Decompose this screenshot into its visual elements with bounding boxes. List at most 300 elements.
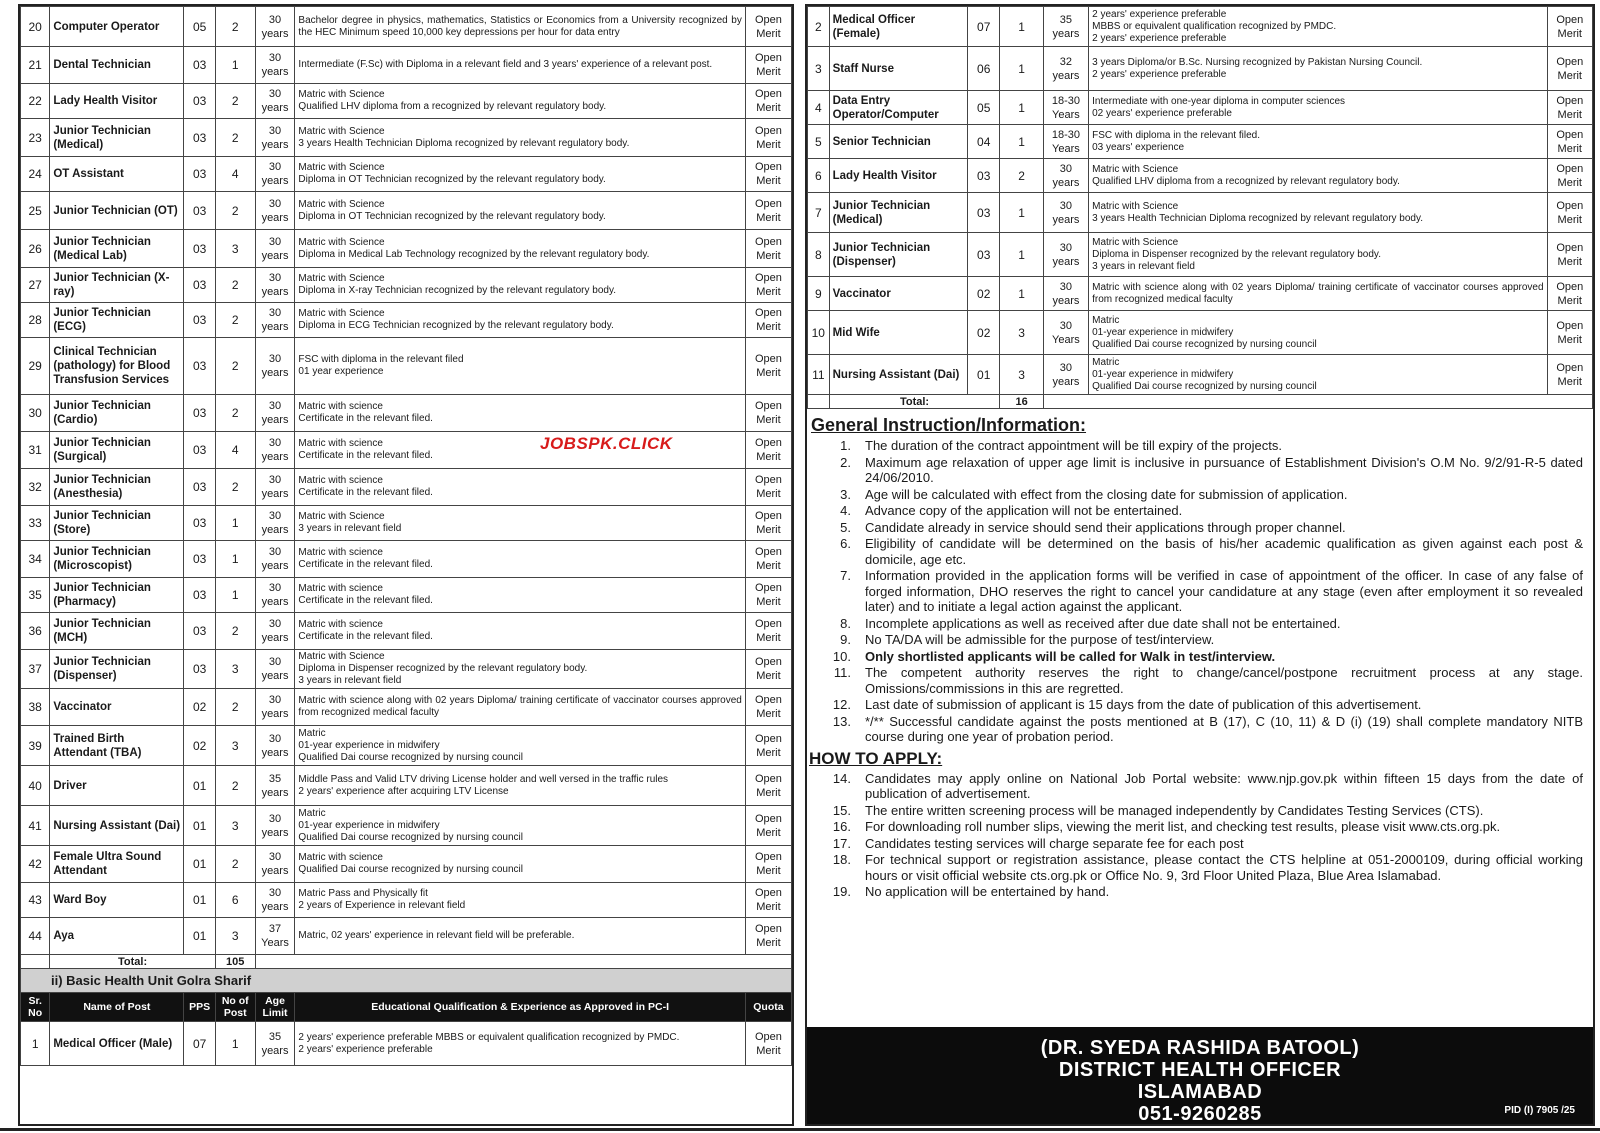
item-text: Advance copy of the application will not be entertained. — [865, 503, 1183, 518]
age-line: 30 — [268, 124, 282, 137]
row-no-of-post: 2 — [215, 846, 255, 883]
row-pps: 04 — [968, 125, 1000, 159]
row-pps: 03 — [184, 469, 215, 506]
quota-line: Merit — [756, 670, 781, 682]
row-quota — [745, 268, 791, 303]
qualification-line: Matric with Science — [1092, 236, 1179, 248]
row-qualification — [1089, 7, 1547, 47]
quota-line: Merit — [756, 175, 781, 187]
posts-table-left — [20, 6, 792, 969]
item-text: The competent authority reserves the right to change/cancel/postpone recruitment process at any stage. Omissions/commissions in this are regretted. — [865, 665, 1583, 696]
quota-line: Open — [754, 510, 782, 522]
age-line: 30 — [268, 887, 282, 899]
row-qualification — [295, 84, 745, 119]
row-age-limit — [1043, 7, 1088, 47]
row-qualification — [295, 268, 745, 303]
list-item — [807, 632, 1583, 648]
age-line: 18-30 — [1051, 128, 1080, 141]
row-qualification — [1089, 233, 1547, 277]
row-quota — [745, 303, 791, 338]
row-qualification — [295, 119, 745, 157]
quota-line: Merit — [756, 786, 781, 799]
how-to-apply-title: HOW TO APPLY: — [809, 748, 943, 768]
item-number: 8. — [840, 615, 851, 631]
row-post-name: Junior Technician (Store) — [50, 506, 184, 541]
row-pps: 06 — [968, 47, 1000, 91]
list-item — [807, 649, 1583, 665]
age-line: 30 — [1059, 361, 1073, 374]
qualification-line: Matric with science — [298, 475, 383, 486]
age-line: 30 — [268, 656, 282, 668]
row-post-name: Junior Technician (ECG) — [50, 303, 184, 338]
quota-line: Merit — [1557, 294, 1582, 307]
row-pps: 03 — [184, 157, 215, 192]
age-line: 30 — [268, 353, 282, 365]
age-line: 30 — [1059, 162, 1073, 175]
list-item — [807, 568, 1583, 615]
row-post-name: Junior Technician (OT) — [50, 192, 184, 230]
item-number: 3. — [840, 486, 851, 502]
row-pps: 03 — [184, 541, 215, 578]
table-row — [808, 277, 1593, 311]
row-no-of-post: 2 — [215, 395, 255, 432]
row-no-of-post: 3 — [1000, 355, 1043, 395]
row-post-name: Junior Technician (Anesthesia) — [50, 469, 184, 506]
row-age-limit — [255, 578, 295, 613]
age-line: 30 — [268, 582, 282, 594]
age-line: years — [261, 175, 289, 187]
qualification-line: FSC with diploma in the relevant filed — [298, 354, 464, 365]
row-pps: 03 — [184, 84, 215, 119]
row-pps: 07 — [968, 7, 1000, 47]
row-qualification — [295, 650, 745, 689]
quota-line: Merit — [756, 414, 781, 426]
row-sr-no: 7 — [808, 193, 830, 233]
table-row — [808, 355, 1593, 395]
row-no-of-post: 1 — [1000, 233, 1043, 277]
table-row — [21, 613, 792, 650]
item-number: 14. — [832, 770, 851, 786]
row-post-name: Junior Technician (Medical) — [829, 193, 967, 233]
age-line: years — [1052, 176, 1080, 189]
age-line: 30 — [268, 400, 282, 412]
row-pps: 01 — [184, 846, 215, 883]
qualification-line: Qualified Dai course recognized by nursing council — [298, 831, 523, 843]
row-qualification — [295, 883, 745, 918]
list-item — [807, 697, 1583, 713]
row-quota — [1547, 193, 1592, 233]
qualification-line: 2 years' experience preferable — [1092, 8, 1227, 20]
row-post-name: Junior Technician (Dispenser) — [829, 233, 967, 277]
age-line: years — [1052, 213, 1080, 226]
quota-line: Open — [754, 772, 782, 785]
row-quota — [1547, 125, 1592, 159]
age-line: years — [261, 524, 289, 536]
list-item — [807, 487, 1583, 503]
row-sr-no: 30 — [21, 395, 50, 432]
qualification-line: Certificate in the relevant filed. — [298, 559, 433, 570]
row-qualification — [295, 689, 745, 726]
row-quota — [745, 338, 791, 395]
quota-line: Merit — [756, 560, 781, 572]
qualification-line: Matric, 02 years' experience in relevant field will be preferable. — [298, 930, 575, 941]
item-text: Candidate already in service should send their applications through proper channel. — [865, 519, 1346, 535]
table-row — [21, 846, 792, 883]
total-row — [808, 395, 1593, 409]
item-number: 2. — [840, 454, 851, 470]
row-no-of-post: 3 — [215, 230, 255, 268]
qualification-line: Middle Pass and Valid LTV driving License holder and well versed in the traffic rules — [298, 773, 669, 785]
row-qualification — [295, 613, 745, 650]
quota-line: Open — [1556, 94, 1584, 107]
row-post-name: Vaccinator — [829, 277, 967, 311]
row-pps: 03 — [184, 578, 215, 613]
row-pps: 03 — [184, 47, 215, 84]
qualification-line: Matric with science along with 02 years Diploma/ training certificate of vaccinator courses approved from recognized medical faculty — [1092, 281, 1544, 305]
table-row — [21, 506, 792, 541]
row-no-of-post: 2 — [1000, 159, 1043, 193]
row-no-of-post: 1 — [1000, 277, 1043, 311]
row-no-of-post: 3 — [1000, 311, 1043, 355]
table-row — [21, 157, 792, 192]
row-pps: 01 — [184, 806, 215, 846]
quota-line: Open — [1556, 13, 1584, 26]
qualification-line: Matric — [1092, 314, 1120, 326]
age-line: 30 — [268, 437, 282, 449]
row-sr-no: 40 — [21, 766, 50, 806]
row-sr-no: 31 — [21, 432, 50, 469]
age-line: years — [261, 451, 289, 463]
quota-line: Merit — [1557, 176, 1582, 189]
row-post-name: Medical Officer (Male) — [50, 1022, 184, 1066]
row-sr-no: 5 — [808, 125, 830, 159]
item-text: Candidates may apply online on National Job Portal website: www.njp.gov.pk within fifteen 15 days from the date of publication of advertisement. — [865, 770, 1583, 801]
qualification-line: Matric with science — [298, 852, 383, 863]
row-sr-no: 37 — [21, 650, 50, 689]
table-row — [21, 7, 792, 47]
item-text: Last date of submission of applicant is 15 days from the date of publication of this advertisement. — [865, 697, 1422, 712]
quota-line: Merit — [756, 249, 781, 262]
item-text: Only shortlisted applicants will be called for Walk in test/interview. — [865, 648, 1276, 664]
row-qualification — [295, 541, 745, 578]
quota-line: Open — [754, 474, 782, 486]
row-age-limit — [1043, 125, 1088, 159]
table-row — [808, 311, 1593, 355]
row-qualification — [295, 726, 745, 766]
quota-line: Open — [754, 887, 782, 899]
quota-line: Merit — [756, 102, 781, 114]
row-no-of-post: 2 — [215, 84, 255, 119]
row-pps: 02 — [968, 311, 1000, 355]
age-line: years — [261, 632, 289, 644]
row-post-name: OT Assistant — [50, 157, 184, 192]
quota-line: Merit — [756, 937, 781, 949]
item-number: 13. — [832, 713, 851, 729]
list-item — [807, 665, 1583, 696]
row-sr-no: 38 — [21, 689, 50, 726]
age-line: years — [1052, 375, 1080, 388]
row-pps: 03 — [184, 650, 215, 689]
list-item — [807, 803, 1583, 819]
age-line: 35 — [268, 1030, 282, 1043]
age-line: Years — [261, 937, 289, 949]
list-item — [807, 438, 1583, 454]
quota-line: Merit — [756, 27, 781, 40]
posts-table-golra-sharif — [20, 992, 792, 1066]
qualification-line: Matric with science along with 02 years Diploma/ training certificate of vaccinator courses approved from recognized medical faculty — [298, 695, 742, 718]
item-text: Eligibility of candidate will be determined on the basis of his/her academic qualification as given against each post & domicile, age etc. — [865, 536, 1583, 567]
quota-line: Open — [754, 400, 782, 412]
quota-line: Merit — [1557, 108, 1582, 121]
row-quota — [745, 192, 791, 230]
row-no-of-post: 3 — [215, 726, 255, 766]
age-line: 30 — [1059, 319, 1073, 332]
row-post-name: Mid Wife — [829, 311, 967, 355]
qualification-line: Matric — [298, 727, 326, 739]
qualification-line: Diploma in Medical Lab Technology recognized by the relevant regulatory body. — [298, 248, 650, 260]
qualification-line: 3 years Diploma/or B.Sc. Nursing recognized by Pakistan Nursing Council. — [1092, 56, 1423, 68]
item-number: 18. — [832, 852, 851, 867]
age-line: Years — [1052, 142, 1080, 155]
row-pps: 02 — [968, 277, 1000, 311]
row-age-limit — [255, 650, 295, 689]
item-number: 15. — [832, 802, 851, 818]
quota-line: Open — [754, 235, 782, 248]
qualification-line: Qualified Dai course recognized by nursing council — [1092, 338, 1317, 350]
quota-line: Open — [1556, 128, 1584, 141]
row-quota — [745, 84, 791, 119]
row-quota — [745, 506, 791, 541]
qualification-line: Qualified Dai course recognized by nursing council — [1092, 380, 1317, 392]
pid-number: PID (I) 7905 /25 — [1504, 1105, 1575, 1116]
table-row — [21, 578, 792, 613]
qualification-line: 3 years in relevant field — [298, 523, 402, 534]
row-no-of-post: 3 — [215, 650, 255, 689]
row-age-limit — [255, 846, 295, 883]
item-text: Incomplete applications as well as received after due date shall not be entertained. — [865, 615, 1341, 631]
row-quota — [1547, 47, 1592, 91]
row-no-of-post: 1 — [1000, 47, 1043, 91]
quota-line: Open — [754, 546, 782, 558]
qualification-line: Matric with Science — [298, 162, 385, 173]
bottom-rule — [0, 1128, 1600, 1131]
qualification-line: Qualified Dai course recognized by nursing council — [298, 864, 523, 875]
row-post-name: Aya — [50, 918, 184, 955]
row-quota — [745, 846, 791, 883]
row-post-name: Nursing Assistant (Dai) — [829, 355, 967, 395]
quota-line: Open — [1556, 280, 1584, 293]
row-post-name: Nursing Assistant (Dai) — [50, 806, 184, 846]
total-blank — [808, 395, 830, 409]
quota-line: Merit — [756, 321, 781, 333]
age-line: years — [261, 746, 289, 759]
qualification-line: Matric with Science — [298, 198, 385, 210]
officer-designation: DISTRICT HEALTH OFFICER — [1058, 1059, 1342, 1081]
row-pps: 03 — [184, 268, 215, 303]
item-text: Candidates testing services will charge separate fee for each post — [865, 835, 1244, 851]
row-quota — [1547, 159, 1592, 193]
row-quota — [745, 157, 791, 192]
row-no-of-post: 2 — [215, 469, 255, 506]
qualification-line: Qualified LHV diploma from a recognized by relevant regulatory body. — [298, 101, 607, 112]
table-row — [21, 192, 792, 230]
item-number: 4. — [840, 503, 851, 518]
age-line: years — [261, 488, 289, 500]
row-pps: 03 — [184, 432, 215, 469]
general-instructions-list — [807, 436, 1593, 745]
quota-line: Open — [754, 618, 782, 630]
qualification-line: 01-year experience in midwifery — [298, 819, 440, 831]
row-post-name: Junior Technician (Medical Lab) — [50, 230, 184, 268]
row-age-limit — [255, 157, 295, 192]
row-quota — [745, 119, 791, 157]
qualification-line: Matric with Science — [298, 273, 385, 284]
qualification-line: 03 years' experience — [1092, 141, 1185, 153]
row-pps: 03 — [184, 230, 215, 268]
item-text: No TA/DA will be admissible for the purpose of test/interview. — [865, 632, 1215, 647]
row-post-name: Junior Technician (Medical) — [50, 119, 184, 157]
row-no-of-post: 1 — [1000, 193, 1043, 233]
row-post-name: Data Entry Operator/Computer — [829, 91, 967, 125]
quota-line: Merit — [1557, 333, 1582, 346]
quota-line: Open — [754, 353, 782, 365]
row-age-limit — [1043, 47, 1088, 91]
quota-line: Merit — [756, 138, 781, 151]
row-no-of-post: 2 — [215, 338, 255, 395]
item-number: 9. — [840, 632, 851, 647]
total-row — [21, 955, 792, 969]
item-number: 12. — [832, 697, 851, 712]
list-item — [807, 771, 1583, 802]
quota-line: Merit — [1557, 69, 1582, 82]
table-row — [21, 119, 792, 157]
row-qualification — [295, 432, 745, 469]
quota-line: Open — [754, 52, 782, 64]
quota-line: Open — [754, 851, 782, 863]
row-age-limit — [255, 395, 295, 432]
row-sr-no: 35 — [21, 578, 50, 613]
row-age-limit — [255, 766, 295, 806]
table-row — [21, 650, 792, 689]
row-post-name: Computer Operator — [50, 7, 184, 47]
quota-line: Open — [754, 437, 782, 449]
header-quota: Quota — [745, 993, 791, 1022]
item-number: 6. — [840, 536, 851, 551]
row-no-of-post: 1 — [215, 541, 255, 578]
row-quota — [1547, 91, 1592, 125]
item-text: Information provided in the application forms will be verified in case of appointment of the officer. In case of any false of forged information, DHO reserves the right to cancel your candidature at any stage (even after employment it so revealed later) and to initiate a legal action against the applicant. — [865, 568, 1583, 614]
quota-line: Open — [754, 923, 782, 935]
signature-block — [807, 1027, 1593, 1124]
row-quota — [745, 726, 791, 766]
row-age-limit — [255, 883, 295, 918]
table-row — [21, 806, 792, 846]
row-quota — [745, 883, 791, 918]
qualification-line: Matric — [1092, 356, 1120, 368]
row-sr-no: 24 — [21, 157, 50, 192]
quota-line: Merit — [756, 367, 781, 379]
quota-line: Open — [754, 656, 782, 668]
table-row — [21, 47, 792, 84]
row-age-limit — [255, 119, 295, 157]
table-row — [21, 338, 792, 395]
item-number: 7. — [840, 568, 851, 583]
posts-table-right — [807, 6, 1593, 409]
age-line: 35 — [1059, 13, 1073, 26]
table-row — [808, 159, 1593, 193]
qualification-line: Diploma in OT Technician recognized by the relevant regulatory body. — [298, 174, 606, 185]
age-line: 30 — [268, 88, 282, 100]
qualification-line: Matric with science — [298, 438, 383, 449]
list-item — [807, 836, 1583, 852]
row-quota — [745, 918, 791, 955]
total-blank — [1043, 395, 1592, 409]
age-line: years — [261, 286, 289, 298]
row-post-name: Ward Boy — [50, 883, 184, 918]
row-age-limit — [255, 506, 295, 541]
row-quota — [1547, 277, 1592, 311]
qualification-line: Matric with Science — [1092, 200, 1179, 212]
officer-phone: 051-9260285 — [1138, 1103, 1262, 1125]
table-row — [21, 469, 792, 506]
quota-line: Merit — [756, 211, 781, 224]
row-sr-no: 42 — [21, 846, 50, 883]
age-line: 30 — [268, 13, 282, 26]
quota-line: Merit — [756, 865, 781, 877]
qualification-line: Certificate in the relevant filed. — [298, 450, 433, 461]
qualification-line: Matric with Science — [298, 308, 385, 319]
row-post-name: Junior Technician (Cardio) — [50, 395, 184, 432]
table-row — [21, 541, 792, 578]
row-quota — [745, 806, 791, 846]
row-quota — [745, 766, 791, 806]
row-quota — [745, 230, 791, 268]
row-age-limit — [255, 918, 295, 955]
row-pps: 05 — [968, 91, 1000, 125]
age-line: years — [1052, 255, 1080, 268]
item-text: No application will be entertained by hand. — [865, 884, 1110, 899]
header-name-of-post: Name of Post — [50, 993, 184, 1022]
age-line: years — [261, 102, 289, 114]
age-line: years — [261, 321, 289, 333]
total-value: 105 — [215, 955, 255, 969]
quota-line: Open — [754, 582, 782, 594]
quota-line: Merit — [756, 746, 781, 759]
row-no-of-post: 2 — [215, 119, 255, 157]
row-age-limit — [1043, 233, 1088, 277]
general-instructions-title: General Instruction/Information: — [811, 415, 1087, 435]
row-pps: 03 — [968, 233, 1000, 277]
row-sr-no: 41 — [21, 806, 50, 846]
row-quota — [745, 689, 791, 726]
qualification-line: Matric with Science — [298, 125, 385, 137]
row-sr-no: 23 — [21, 119, 50, 157]
list-item — [807, 884, 1583, 900]
row-pps: 03 — [184, 506, 215, 541]
row-qualification — [1089, 277, 1547, 311]
row-quota — [1547, 7, 1592, 47]
age-line: 32 — [1059, 55, 1073, 68]
row-post-name: Junior Technician (Surgical) — [50, 432, 184, 469]
row-pps: 02 — [184, 689, 215, 726]
qualification-line: Qualified Dai course recognized by nursing council — [298, 751, 523, 763]
qualification-line: 02 years' experience preferable — [1092, 107, 1232, 119]
row-pps: 03 — [184, 613, 215, 650]
table-row — [21, 84, 792, 119]
row-no-of-post: 3 — [215, 918, 255, 955]
age-line: Years — [1052, 333, 1080, 346]
row-qualification — [295, 230, 745, 268]
